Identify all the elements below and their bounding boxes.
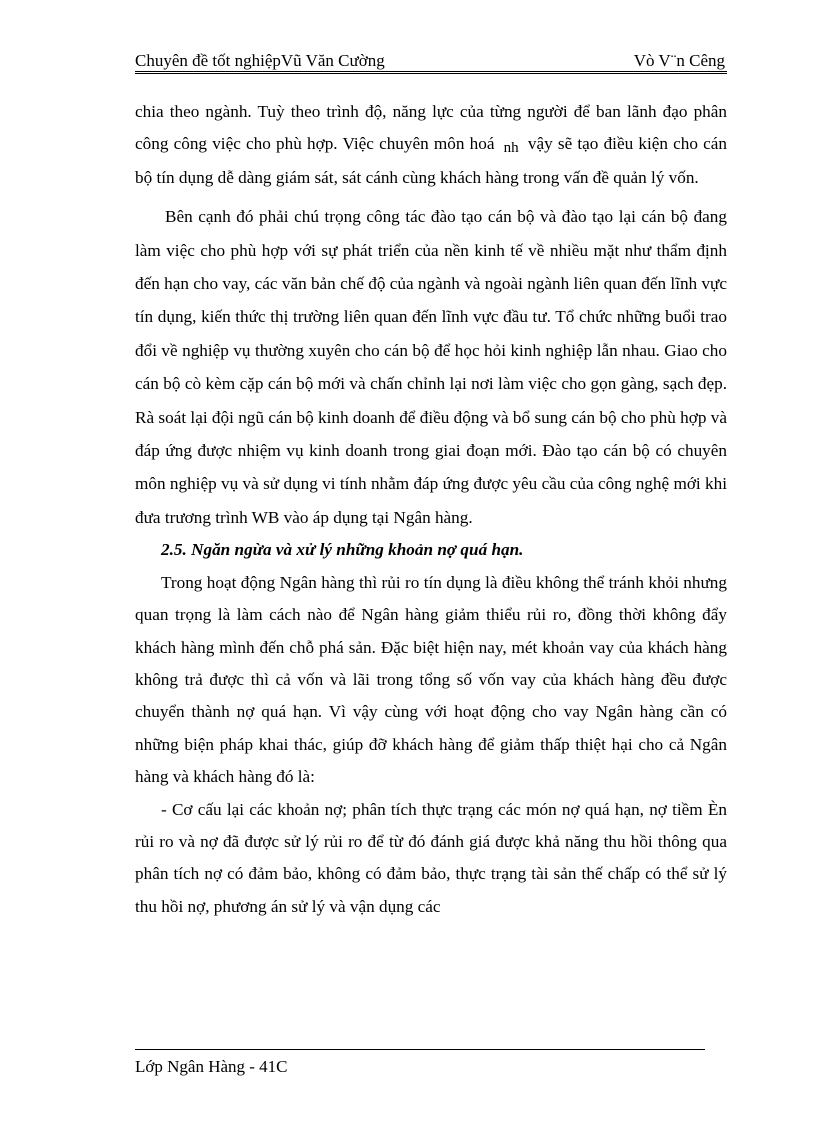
paragraph-1 <box>135 96 727 194</box>
paragraph-2: Bên cạnh đó phải chú trọng công tác đào tạo cán bộ và đào tạo lại cán bộ đang làm việc cho phù hợp với sự phát triển của nền kinh tế về nhiều mặt như thẩm định đến hạn cho vay, các văn bản chế độ của ngành và ngoài ngành liên quan đến lĩnh vực tín dụng, kiến thức thị trường liên quan đến lĩnh vực đầu tư. Tổ chức những buổi trao đổi về nghiệp vụ thường xuyên cho cán bộ để học hỏi kinh nghiệp lẫn nhau. Giao cho cán bộ cò kèm cặp cán bộ mới và chấn chỉnh lại nơi làm việc cho gọn gàng, sạch đẹp. Rà soát lại đội ngũ cán bộ kinh doanh để điều động và bổ sung cán bộ cho phù hợp và đáp ứng được nhiệm vụ kinh doanh trong giai đoạn mới. Đào tạo cán bộ có chuyên môn nghiệp vụ và sử dụng vi tính nhằm đáp ứng được yêu cầu của công nghệ mới khi đưa trương trình WB vào áp dụng tại Ngân hàng. <box>135 207 727 527</box>
paragraph-1-part-b: vậy sẽ tạo điều kiện cho cán bộ tín dụng dễ dàng giám sát, sát cánh cùng khách hàng trong vấn đề quản lý vốn. <box>135 134 728 187</box>
page-footer: Lớp Ngân Hàng - 41C <box>135 1057 288 1076</box>
header-author: Vò V¨n Cêng <box>633 51 725 70</box>
paragraph-4: - Cơ cấu lại các khoản nợ; phân tích thực trạng các món nợ quá hạn, nợ tiềm Èn rủi ro và nợ đã được sử lý rủi ro để từ đó đánh giá được khả năng thu hồi thông qua phân tích nợ có đảm bảo, không có đảm bảo, thực trạng tài sản thế chấp có thể sử lý thu hồi nợ, phương án sử lý và vận dụng các <box>135 799 727 916</box>
paragraph-1-part-a: chia theo ngành. Tuỳ theo trình độ, năng lực của từng người để ban lãnh đạo phân công công việc cho phù hợp. Việc chuyên môn hoá <box>135 102 727 154</box>
footer-divider <box>135 1049 705 1050</box>
header-divider <box>135 71 727 74</box>
section-heading: 2.5. Ngăn ngừa và xử lý những khoản nợ quá hạn. <box>161 540 524 560</box>
page-header <box>135 50 727 72</box>
paragraph-1-fragment: nh <box>503 140 519 157</box>
paragraph-3: Trong hoạt động Ngân hàng thì rủi ro tín dụng là điều không thể tránh khỏi nhưng quan trọng là làm cách nào để Ngân hàng giảm thiểu rủi ro, đồng thời không đẩy khách hàng mình đến chỗ phá sản. Đặc biệt hiện nay, mét khoản vay của khách hàng không trả được thì cả vốn và lãi trong tổng số vốn vay của khách hàng đều được chuyển thành nợ quá hạn. Vì vậy cùng với hoạt động cho vay Ngân hàng cần có những biện pháp khai thác, giúp đỡ khách hàng để giảm thấp thiệt hại cho cả Ngân hàng và khách hàng đó là: <box>135 572 727 787</box>
page-body <box>135 96 727 923</box>
header-title: Chuyên đề tốt nghiệpVũ Văn Cường <box>135 51 385 70</box>
